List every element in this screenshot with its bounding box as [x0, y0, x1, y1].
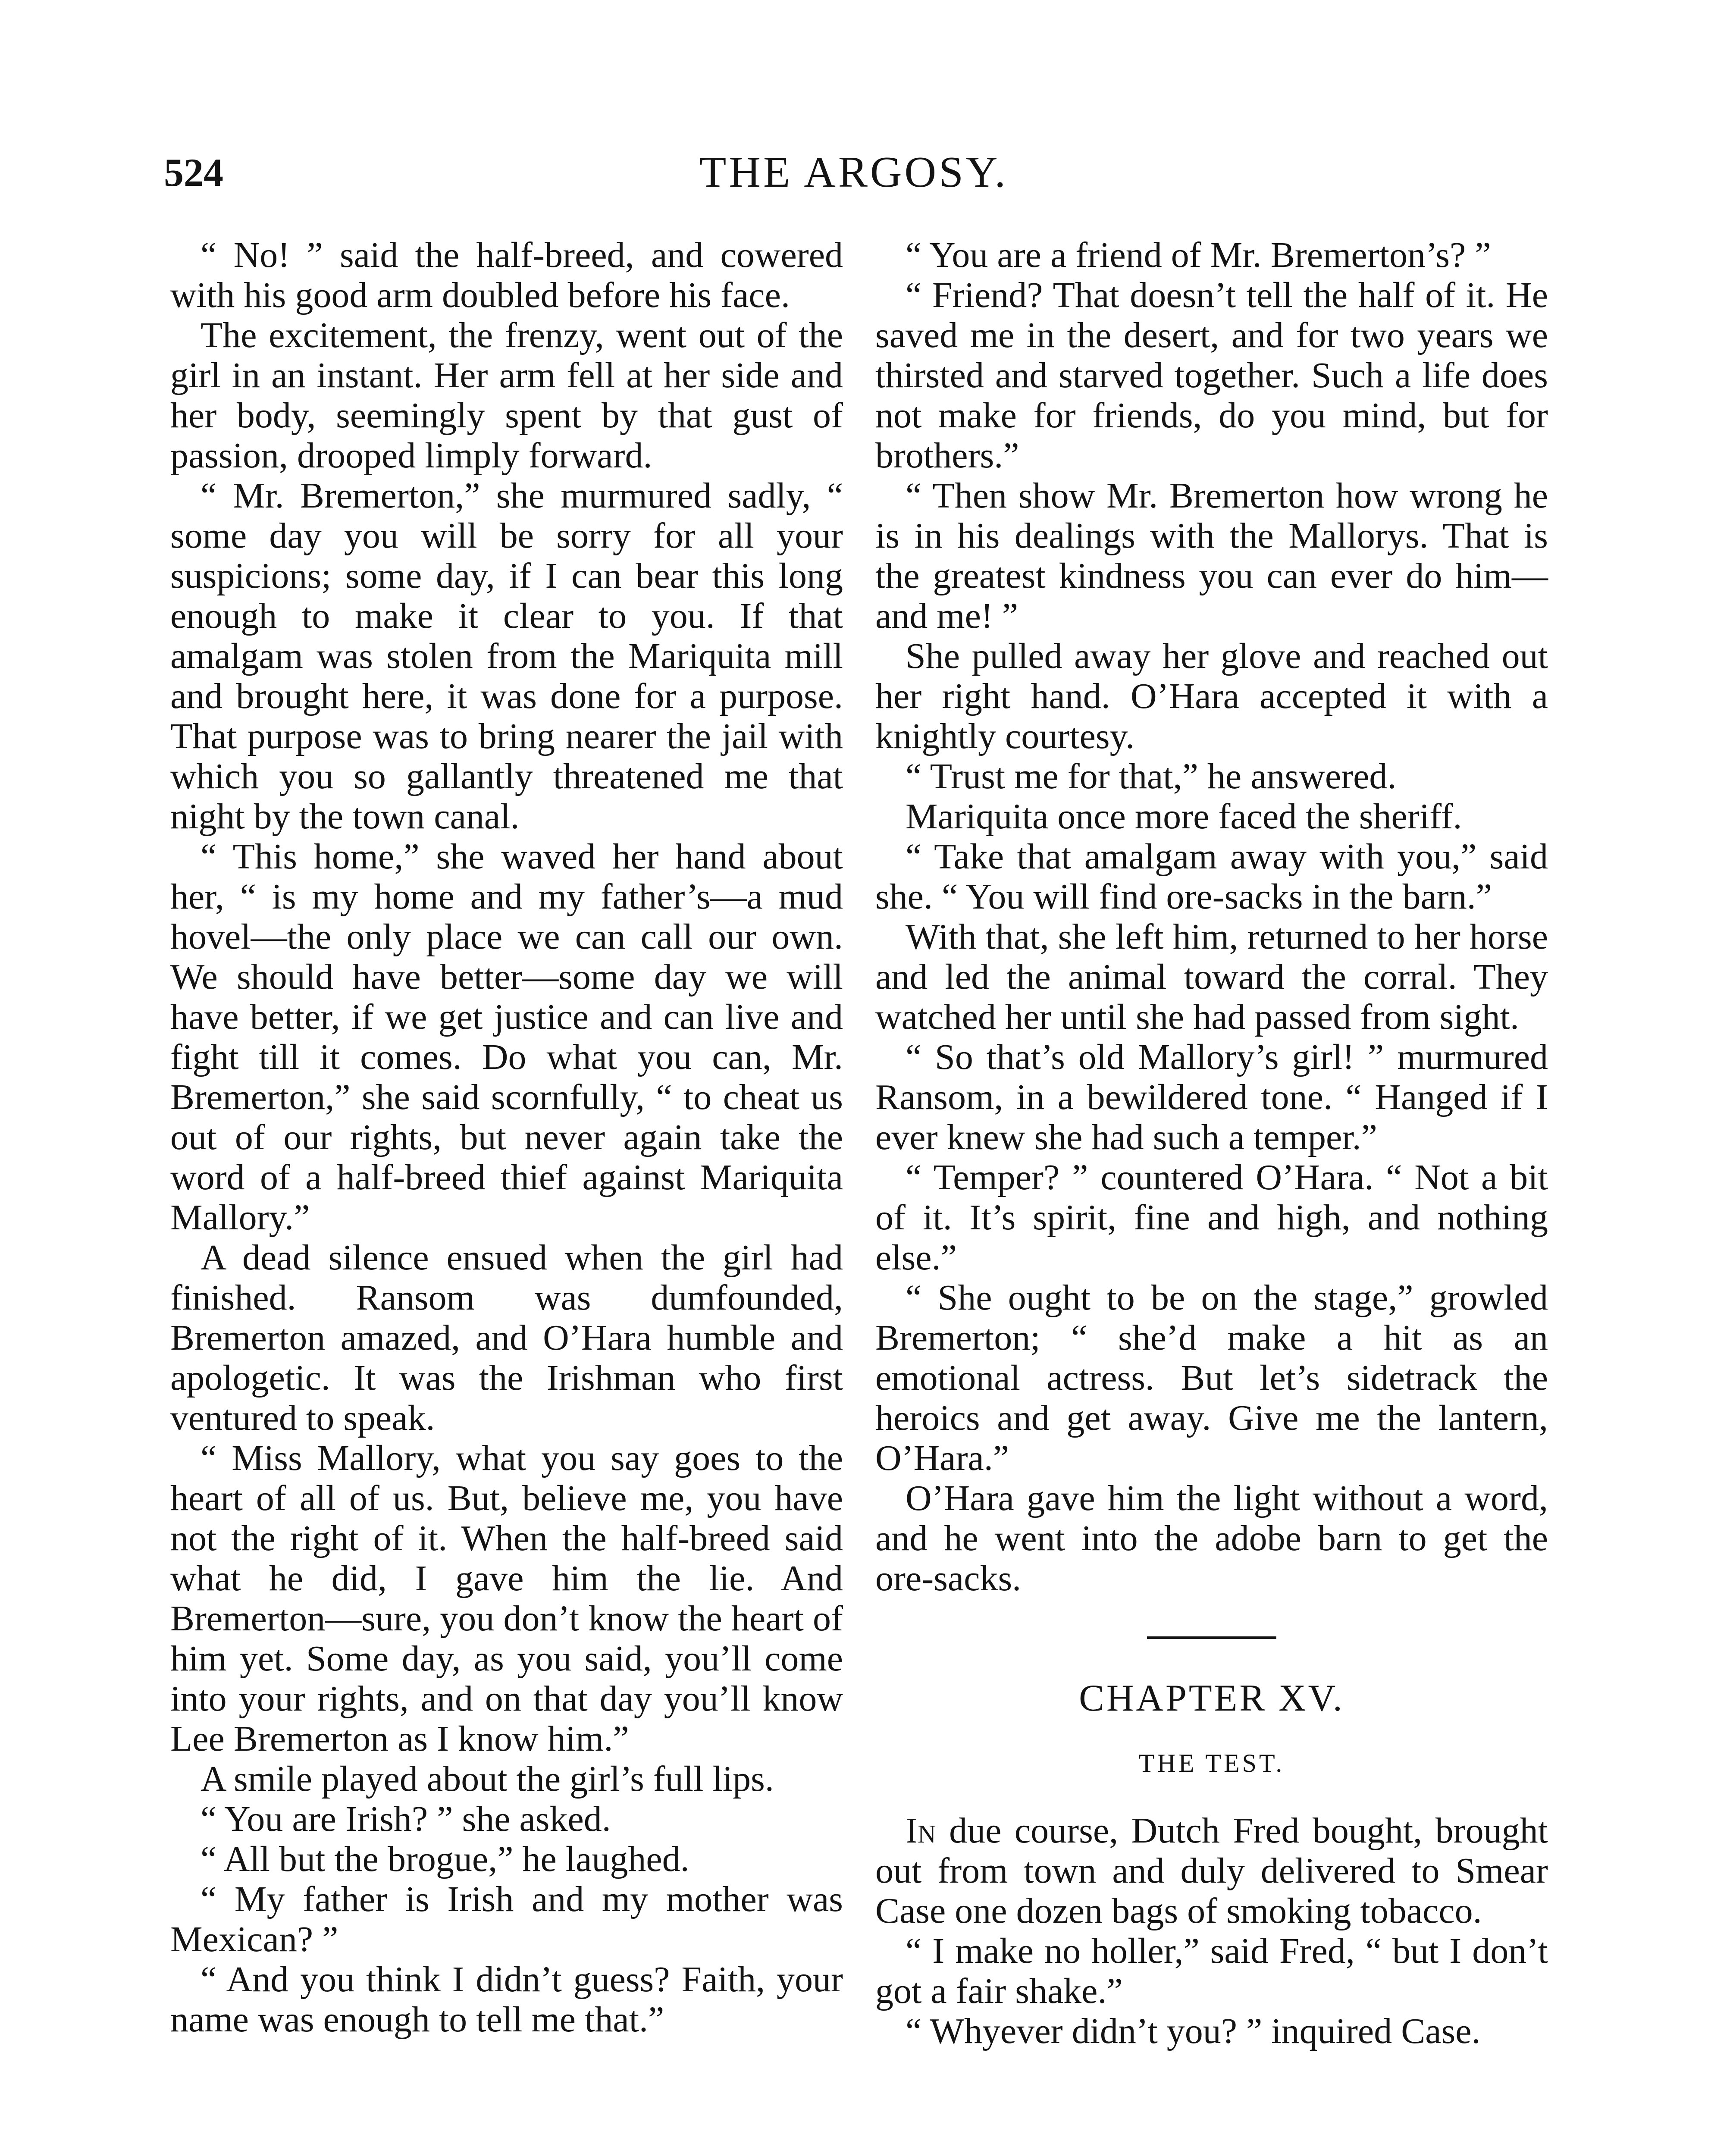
paragraph: “ You are a friend of Mr. Bremerton’s? ” — [906, 235, 1491, 275]
chapter-first-text: due course, Dutch Fred bought, brought out from town and duly delivered to Smear Case one dozen bags of smoking tobacco. — [875, 1811, 1548, 1931]
right-column — [875, 235, 1548, 2051]
paragraph: “ So that’s old Mallory’s girl! ” murmured Ransom, in a bewildered tone. “ Hanged if I ever knew she had such a temper.” — [875, 1037, 1548, 1157]
paragraph: With that, she left him, returned to her horse and led the animal toward the corral. They watched her until she had passed from sight. — [875, 917, 1548, 1037]
paragraph: She pulled away her glove and reached out her right hand. O’Hara accepted it with a knightly courtesy. — [875, 636, 1548, 756]
paragraph: “ Then show Mr. Bremerton how wrong he is in his dealings with the Mallorys. That is the greatest kindness you can ever do him—and me! ” — [875, 476, 1548, 636]
paragraph: “ Whyever didn’t you? ” inquired Case. — [906, 2011, 1481, 2051]
paragraph: “ Mr. Bremerton,” she murmured sadly, “ some day you will be sorry for all your suspicions; some day, if I can bear this long enough to make it clear to you. If that amalgam was stolen from the Mariquita mill and brought here, it was done for a purpose. That purpose was to bring nearer the jail with which you so gallantly threatened me that night by the town canal. — [170, 476, 843, 837]
paragraph: O’Hara gave him the light without a word, and he went into the adobe barn to get the ore-sacks. — [875, 1478, 1548, 1598]
page-header — [164, 147, 1544, 198]
paragraph: “ This home,” she waved her hand about her, “ is my home and my father’s—a mud hovel—the only place we can call our own. We should have better—some day we will have better, if we get justice and can live and fight till it comes. Do what you can, Mr. Bremerton,” she said scornfully, “ to cheat us out of our rights, but never again take the word of a half-breed thief against Mariquita Mallory.” — [170, 837, 843, 1238]
paragraph: “ I make no holler,” said Fred, “ but I don’t got a fair shake.” — [875, 1931, 1548, 2011]
paragraph: Mariquita once more faced the sheriff. — [906, 796, 1462, 837]
paragraph: “ Miss Mallory, what you say goes to the heart of all of us. But, believe me, you have not the right of it. When the half-breed said what he did, I gave him the lie. And Bremerton—sure, you don’t know the heart of him yet. Some day, as you said, you’ll come into your rights, and on that day you’ll know Lee Bremerton as I know him.” — [170, 1438, 843, 1759]
running-head: THE ARGOSY. — [699, 148, 1008, 197]
chapter-subtitle: THE TEST. — [1138, 1749, 1285, 1777]
left-column — [170, 235, 843, 2040]
chapter-first-paragraph — [875, 1811, 1548, 1931]
paragraph: “ No! ” said the half-breed, and cowered with his good arm doubled before his face. — [170, 235, 843, 315]
paragraph: A dead silence ensued when the girl had finished. Ransom was dumfounded, Bremerton amazed, and O’Hara humble and apologetic. It was the Irishman who first ventured to speak. — [170, 1238, 843, 1438]
paragraph: A smile played about the girl’s full lips. — [201, 1759, 774, 1799]
chapter-divider — [1147, 1636, 1276, 1639]
paragraph: “ Take that amalgam away with you,” said she. “ You will find ore-sacks in the barn.” — [875, 837, 1548, 917]
paragraph: The excitement, the frenzy, went out of the girl in an instant. Her arm fell at her side and her body, seemingly spent by that gust of passion, drooped limply forward. — [170, 315, 843, 476]
paragraph: “ She ought to be on the stage,” growled Bremerton; “ she’d make a hit as an emotional actress. But let’s sidetrack the heroics and get away. Give me the lantern, O’Hara.” — [875, 1278, 1548, 1478]
paragraph: “ And you think I didn’t guess? Faith, your name was enough to tell me that.” — [170, 1959, 843, 2040]
page-number: 524 — [164, 150, 223, 194]
paragraph: “ Friend? That doesn’t tell the half of it. He saved me in the desert, and for two years we thirsted and starved together. Such a life does not make for friends, do you mind, but for brothers.” — [875, 275, 1548, 476]
paragraph: “ You are Irish? ” she asked. — [201, 1799, 611, 1839]
paragraph: “ Temper? ” countered O’Hara. “ Not a bit of it. It’s spirit, fine and high, and nothing else.” — [875, 1157, 1548, 1278]
chapter-title: CHAPTER XV. — [1079, 1677, 1344, 1719]
paragraph: “ Trust me for that,” he answered. — [906, 756, 1397, 796]
chapter-lead-word: In — [906, 1811, 936, 1851]
paragraph: “ All but the brogue,” he laughed. — [201, 1839, 689, 1879]
paragraph: “ My father is Irish and my mother was Mexican? ” — [170, 1879, 843, 1959]
